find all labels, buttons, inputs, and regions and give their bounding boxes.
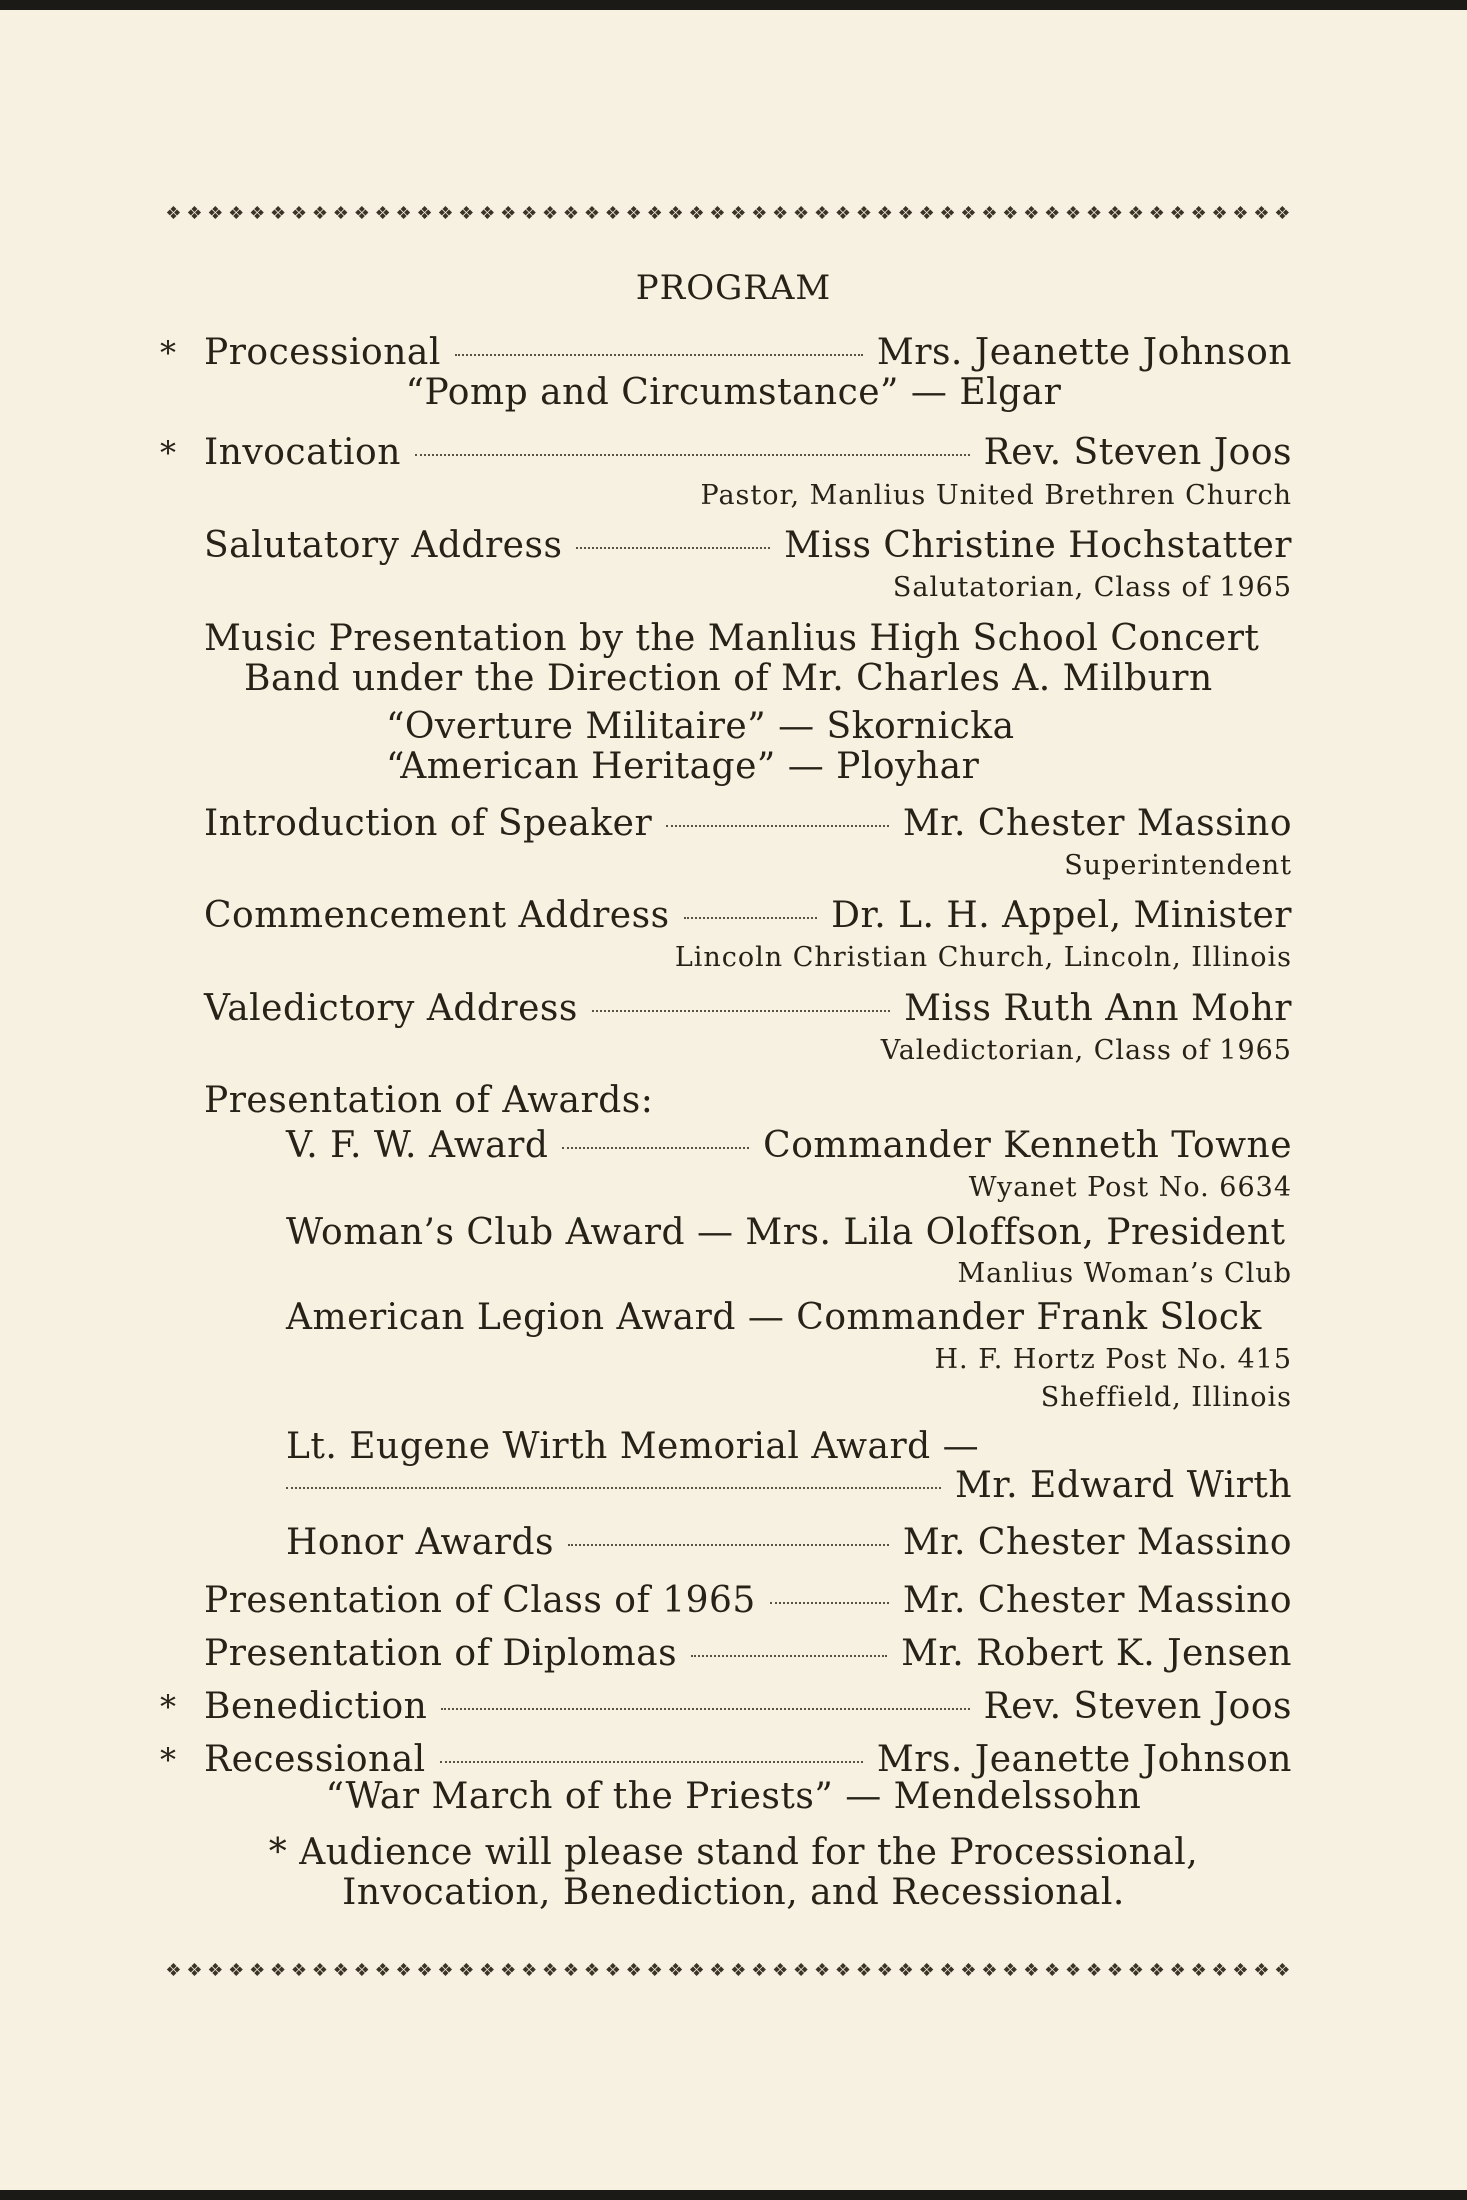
- ornament-glyph: ❖: [290, 1959, 306, 1981]
- ornament-glyph: ❖: [604, 1959, 619, 1981]
- intro-speaker-row: [204, 803, 1292, 844]
- ornament-glyph: ❖: [249, 202, 264, 224]
- dot-leader: [562, 1147, 749, 1149]
- ornament-glyph: ❖: [1044, 202, 1059, 224]
- ornament-glyph: ❖: [353, 202, 368, 224]
- ornament-glyph: ❖: [793, 202, 808, 224]
- ornament-glyph: ❖: [1065, 202, 1080, 224]
- ornament-glyph: ❖: [709, 202, 724, 224]
- ornament-glyph: ❖: [960, 202, 975, 224]
- ornament-glyph: ❖: [876, 202, 891, 224]
- ornament-glyph: ❖: [709, 1959, 724, 1981]
- ornament-glyph: ❖: [374, 1959, 389, 1981]
- commencement-sub: Lincoln Christian Church, Lincoln, Illinois: [674, 942, 1292, 973]
- ornament-glyph: ❖: [1106, 202, 1122, 224]
- ornament-glyph: ❖: [228, 202, 243, 224]
- ornament-glyph: ❖: [311, 1959, 326, 1981]
- ornament-glyph: ❖: [834, 1959, 850, 1981]
- ornament-glyph: ❖: [1023, 1959, 1038, 1981]
- ornament-glyph: ❖: [1211, 1959, 1226, 1981]
- ornament-glyph: ❖: [834, 202, 850, 224]
- vfw-name: Commander Kenneth Towne: [763, 1125, 1292, 1166]
- ornament-glyph: ❖: [207, 1959, 222, 1981]
- ornament-glyph: ❖: [1232, 202, 1247, 224]
- class-1965-name: Mr. Chester Massino: [902, 1580, 1292, 1621]
- ornament-glyph: ❖: [688, 1959, 703, 1981]
- ornament-glyph: ❖: [290, 202, 306, 224]
- ornament-glyph: ❖: [939, 202, 954, 224]
- dot-leader: [770, 1602, 889, 1604]
- valedictory-label: Valedictory Address: [204, 988, 578, 1029]
- ornament-glyph: ❖: [1148, 202, 1163, 224]
- awards-heading: Presentation of Awards:: [204, 1080, 654, 1121]
- music-piece-1: “Overture Militaire” — Skornicka: [386, 706, 1015, 747]
- diplomas-label: Presentation of Diplomas: [204, 1633, 678, 1674]
- legion-sub-2: Sheffield, Illinois: [1040, 1382, 1292, 1413]
- ornament-glyph: ❖: [500, 202, 515, 224]
- legion-sub-1: H. F. Hortz Post No. 415: [934, 1344, 1292, 1375]
- salutatory-row: [204, 525, 1292, 566]
- ornament-glyph: ❖: [458, 202, 473, 224]
- honor-awards-name: Mr. Chester Massino: [902, 1522, 1292, 1563]
- commencement-label: Commencement Address: [204, 895, 670, 936]
- ornament-glyph: ❖: [730, 1959, 745, 1981]
- ornament-glyph: ❖: [604, 202, 619, 224]
- ornament-glyph: ❖: [730, 202, 745, 224]
- ornament-glyph: ❖: [625, 202, 640, 224]
- honor-awards-row: [286, 1522, 1292, 1563]
- ornament-glyph: ❖: [521, 202, 536, 224]
- ornament-glyph: ❖: [918, 202, 933, 224]
- recessional-note: “War March of the Priests” — Mendelssohn: [325, 1776, 1142, 1817]
- vfw-label: V. F. W. Award: [286, 1125, 549, 1166]
- benediction-row: [204, 1686, 1292, 1727]
- program-page: [0, 10, 1467, 2190]
- ornament-glyph: ❖: [646, 1959, 661, 1981]
- ornament-glyph: ❖: [541, 1959, 557, 1981]
- ornament-glyph: ❖: [458, 1959, 473, 1981]
- salutatory-name: Miss Christine Hochstatter: [784, 525, 1292, 566]
- ornament-glyph: ❖: [1190, 1959, 1205, 1981]
- ornament-glyph: ❖: [793, 1959, 808, 1981]
- commencement-row: [204, 895, 1292, 936]
- processional-row: [204, 332, 1292, 373]
- ornament-glyph: ❖: [897, 202, 912, 224]
- dot-leader: [684, 917, 818, 919]
- intro-speaker-label: Introduction of Speaker: [204, 803, 653, 844]
- ornament-glyph: ❖: [165, 1959, 180, 1981]
- salutatory-sub: Salutatorian, Class of 1965: [892, 572, 1292, 603]
- ornament-glyph: ❖: [1002, 1959, 1017, 1981]
- ornament-border-top: [162, 200, 1292, 226]
- benediction-name: Rev. Steven Joos: [983, 1686, 1292, 1727]
- ornament-glyph: ❖: [1253, 202, 1268, 224]
- ornament-glyph: ❖: [521, 1959, 536, 1981]
- ornament-glyph: ❖: [688, 202, 703, 224]
- processional-note: “Pomp and Circumstance” — Elgar: [405, 372, 1062, 413]
- ornament-glyph: ❖: [332, 1959, 347, 1981]
- ornament-glyph: ❖: [625, 1959, 640, 1981]
- benediction-label: Benediction: [204, 1686, 428, 1727]
- stand-marker: *: [160, 1741, 176, 1779]
- ornament-glyph: ❖: [395, 202, 410, 224]
- ornament-glyph: ❖: [583, 1959, 598, 1981]
- womans-club-sub: Manlius Woman’s Club: [957, 1258, 1292, 1289]
- ornament-glyph: ❖: [332, 202, 347, 224]
- ornament-glyph: ❖: [813, 202, 829, 224]
- recessional-row: [204, 1739, 1292, 1780]
- ornament-glyph: ❖: [186, 1959, 201, 1981]
- processional-name: Mrs. Jeanette Johnson: [876, 332, 1292, 373]
- ornament-glyph: ❖: [541, 202, 557, 224]
- ornament-glyph: ❖: [270, 202, 285, 224]
- stand-marker: *: [160, 434, 176, 472]
- ornament-glyph: ❖: [249, 1959, 264, 1981]
- ornament-glyph: ❖: [897, 1959, 912, 1981]
- ornament-glyph: ❖: [395, 1959, 410, 1981]
- ornament-glyph: ❖: [1169, 1959, 1184, 1981]
- ornament-glyph: ❖: [1065, 1959, 1080, 1981]
- ornament-glyph: ❖: [1169, 202, 1184, 224]
- intro-speaker-sub: Superintendent: [1064, 850, 1292, 881]
- dot-leader: [455, 354, 863, 356]
- dot-leader: [441, 1708, 969, 1710]
- wirth-award-label: Lt. Eugene Wirth Memorial Award —: [286, 1426, 980, 1467]
- ornament-glyph: ❖: [751, 1959, 766, 1981]
- ornament-glyph: ❖: [374, 202, 389, 224]
- ornament-glyph: ❖: [960, 1959, 975, 1981]
- dot-leader: [415, 454, 970, 456]
- ornament-glyph: ❖: [207, 202, 222, 224]
- diplomas-row: [204, 1633, 1292, 1674]
- ornament-glyph: ❖: [1002, 202, 1017, 224]
- ornament-glyph: ❖: [416, 1959, 431, 1981]
- ornament-glyph: ❖: [1085, 1959, 1101, 1981]
- ornament-glyph: ❖: [772, 202, 787, 224]
- dot-leader: [576, 547, 770, 549]
- dot-leader: [666, 825, 889, 827]
- stand-marker: *: [160, 334, 176, 372]
- vfw-row: [286, 1125, 1292, 1166]
- ornament-glyph: ❖: [1044, 1959, 1059, 1981]
- ornament-glyph: ❖: [311, 202, 326, 224]
- ornament-glyph: ❖: [667, 1959, 682, 1981]
- class-1965-row: [204, 1580, 1292, 1621]
- ornament-glyph: ❖: [876, 1959, 891, 1981]
- dot-leader: [592, 1010, 890, 1012]
- invocation-label: Invocation: [204, 432, 401, 473]
- ornament-glyph: ❖: [981, 202, 996, 224]
- processional-label: Processional: [204, 332, 441, 373]
- ornament-glyph: ❖: [939, 1959, 954, 1981]
- class-1965-label: Presentation of Class of 1965: [204, 1580, 756, 1621]
- ornament-glyph: ❖: [479, 1959, 494, 1981]
- ornament-glyph: ❖: [500, 1959, 515, 1981]
- wirth-row: [286, 1465, 1292, 1506]
- recessional-label: Recessional: [204, 1739, 426, 1780]
- recessional-name: Mrs. Jeanette Johnson: [876, 1739, 1292, 1780]
- ornament-glyph: ❖: [1148, 1959, 1163, 1981]
- ornament-glyph: ❖: [1253, 1959, 1268, 1981]
- stand-marker: *: [160, 1688, 176, 1726]
- invocation-name: Rev. Steven Joos: [983, 432, 1292, 473]
- commencement-name: Dr. L. H. Appel, Minister: [831, 895, 1292, 936]
- legion-award: American Legion Award — Commander Frank Slock: [286, 1297, 1262, 1338]
- ornament-glyph: ❖: [1211, 202, 1226, 224]
- ornament-glyph: ❖: [437, 1959, 452, 1981]
- ornament-border-bottom: [162, 1957, 1292, 1983]
- dot-leader: [568, 1544, 889, 1546]
- ornament-glyph: ❖: [772, 1959, 787, 1981]
- ornament-glyph: ❖: [562, 1959, 578, 1981]
- ornament-glyph: ❖: [981, 1959, 996, 1981]
- invocation-sub: Pastor, Manlius United Brethren Church: [700, 480, 1292, 511]
- vfw-sub: Wyanet Post No. 6634: [968, 1172, 1292, 1203]
- ornament-glyph: ❖: [1106, 1959, 1122, 1981]
- valedictory-name: Miss Ruth Ann Mohr: [904, 988, 1292, 1029]
- valedictory-row: [204, 988, 1292, 1029]
- honor-awards-label: Honor Awards: [286, 1522, 554, 1563]
- ornament-glyph: ❖: [1023, 202, 1038, 224]
- ornament-glyph: ❖: [1232, 1959, 1247, 1981]
- ornament-glyph: ❖: [353, 1959, 368, 1981]
- womans-club-award: Woman’s Club Award — Mrs. Lila Oloffson, President: [286, 1212, 1286, 1253]
- ornament-glyph: ❖: [813, 1959, 829, 1981]
- ornament-glyph: ❖: [646, 202, 661, 224]
- ornament-glyph: ❖: [186, 202, 201, 224]
- dot-leader: [286, 1487, 941, 1489]
- ornament-glyph: ❖: [228, 1959, 243, 1981]
- ornament-glyph: ❖: [270, 1959, 285, 1981]
- ornament-glyph: ❖: [1127, 1959, 1142, 1981]
- ornament-glyph: ❖: [165, 202, 180, 224]
- invocation-row: [204, 432, 1292, 473]
- valedictory-sub: Valedictorian, Class of 1965: [880, 1035, 1292, 1066]
- ornament-glyph: ❖: [1127, 202, 1142, 224]
- footnote-line-2: Invocation, Benediction, and Recessional.: [342, 1872, 1125, 1913]
- ornament-glyph: ❖: [855, 202, 870, 224]
- salutatory-label: Salutatory Address: [204, 525, 563, 566]
- ornament-glyph: ❖: [437, 202, 452, 224]
- ornament-glyph: ❖: [667, 202, 682, 224]
- ornament-glyph: ❖: [562, 202, 578, 224]
- music-line-2: Band under the Direction of Mr. Charles A. Milburn: [244, 658, 1213, 699]
- ornament-glyph: ❖: [918, 1959, 933, 1981]
- intro-speaker-name: Mr. Chester Massino: [902, 803, 1292, 844]
- program-title: PROGRAM: [635, 268, 832, 308]
- ornament-glyph: ❖: [479, 202, 494, 224]
- ornament-glyph: ❖: [1085, 202, 1101, 224]
- ornament-glyph: ❖: [751, 202, 766, 224]
- dot-leader: [440, 1761, 863, 1763]
- ornament-glyph: ❖: [1274, 202, 1289, 224]
- music-piece-2: “American Heritage” — Ployhar: [386, 746, 980, 787]
- dot-leader: [691, 1655, 887, 1657]
- music-line-1: Music Presentation by the Manlius High School Concert: [204, 618, 1260, 659]
- ornament-glyph: ❖: [583, 202, 598, 224]
- diplomas-name: Mr. Robert K. Jensen: [901, 1633, 1292, 1674]
- ornament-glyph: ❖: [1274, 1959, 1289, 1981]
- footnote-line-1: * Audience will please stand for the Processional,: [268, 1832, 1199, 1873]
- ornament-glyph: ❖: [1190, 202, 1205, 224]
- ornament-glyph: ❖: [855, 1959, 870, 1981]
- wirth-name: Mr. Edward Wirth: [954, 1465, 1292, 1506]
- ornament-glyph: ❖: [416, 202, 431, 224]
